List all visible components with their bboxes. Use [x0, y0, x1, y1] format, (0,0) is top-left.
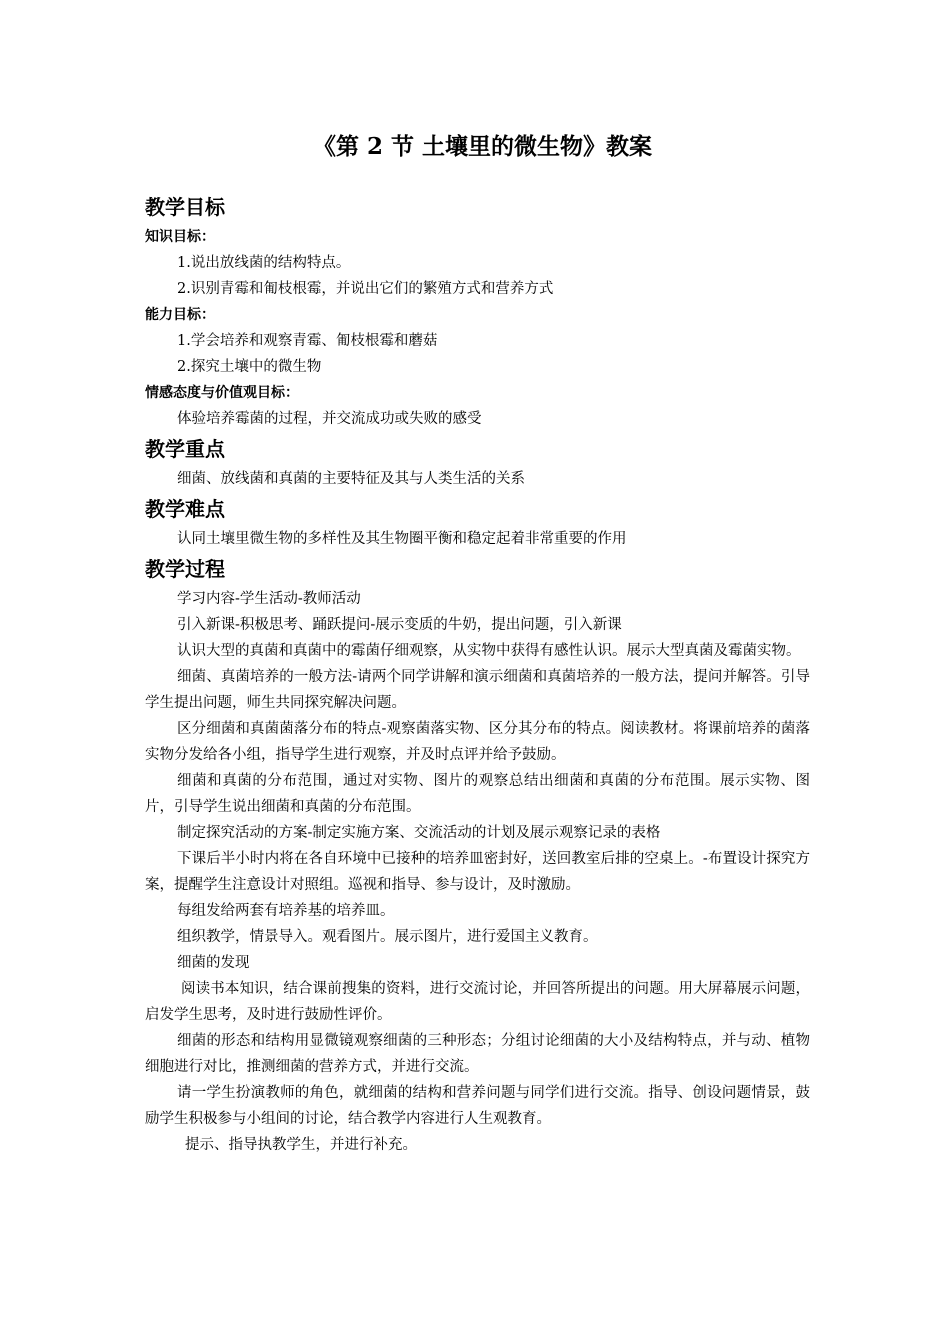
- subheading-attitude-goals: 情感态度与价值观目标：: [145, 385, 299, 401]
- process-paragraph: 请一学生扮演教师的角色，就细菌的结构和营养问题与同学们进行交流。指导、创设问题情景，鼓励学生积极参与小组间的讨论，结合教学内容进行人生观教育。: [145, 1085, 810, 1127]
- process-paragraph: 下课后半小时内将在各自环境中已接种的培养皿密封好，送回教室后排的空桌上。-布置设计探究方案，提醒学生注意设计对照组。巡视和指导、参与设计，及时激励。: [145, 851, 810, 893]
- key-points-text: 细菌、放线菌和真菌的主要特征及其与人类生活的关系: [177, 471, 525, 487]
- ability-goal-item: 1.学会培养和观察青霉、匍枝根霉和蘑菇: [177, 333, 438, 349]
- heading-difficulties: 教学难点: [145, 497, 225, 521]
- process-paragraph: 细菌的形态和结构用显微镜观察细菌的三种形态；分组讨论细菌的大小及结构特点，并与动、植物细胞进行对比，推测细菌的营养方式，并进行交流。: [145, 1033, 810, 1075]
- subheading-knowledge-goals: 知识目标：: [145, 229, 215, 245]
- process-paragraph: 制定探究活动的方案-制定实施方案、交流活动的计划及展示观察记录的表格: [177, 825, 661, 841]
- process-paragraph: 提示、指导执教学生，并进行补充。: [185, 1137, 417, 1153]
- process-paragraph: 细菌、真菌培养的一般方法-请两个同学讲解和演示细菌和真菌培养的一般方法，提问并解答。引导学生提出问题，师生共同探究解决问题。: [145, 669, 810, 711]
- process-paragraph: 细菌和真菌的分布范围，通过对实物、图片的观察总结出细菌和真菌的分布范围。展示实物、图片，引导学生说出细菌和真菌的分布范围。: [145, 773, 810, 815]
- ability-goal-item: 2.探究土壤中的微生物: [177, 359, 322, 375]
- process-paragraph: 引入新课-积极思考、踊跃提问-展示变质的牛奶，提出问题，引入新课: [177, 617, 622, 633]
- subheading-ability-goals: 能力目标：: [145, 307, 215, 323]
- difficulties-text: 认同土壤里微生物的多样性及其生物圈平衡和稳定起着非常重要的作用: [177, 531, 627, 547]
- process-paragraph: 区分细菌和真菌菌落分布的特点-观察菌落实物、区分其分布的特点。阅读教材。将课前培养的菌落实物分发给各小组，指导学生进行观察，并及时点评并给予鼓励。: [145, 721, 810, 763]
- process-paragraph: 每组发给两套有培养基的培养皿。: [177, 903, 395, 919]
- heading-key-points: 教学重点: [145, 437, 225, 461]
- knowledge-goal-item: 1.说出放线菌的结构特点。: [177, 255, 351, 271]
- document-page: [145, 128, 810, 1158]
- document-title: 《第 2 节 土壤里的微生物》教案: [312, 133, 653, 160]
- process-paragraph: 组织教学，情景导入。观看图片。展示图片，进行爱国主义教育。: [177, 929, 598, 945]
- process-paragraph: 认识大型的真菌和真菌中的霉菌仔细观察，从实物中获得有感性认识。展示大型真菌及霉菌实物。: [177, 643, 801, 659]
- process-paragraph: 学习内容-学生活动-教师活动: [177, 591, 361, 607]
- attitude-goal-item: 体验培养霉菌的过程，并交流成功或失败的感受: [177, 411, 482, 427]
- heading-teaching-goals: 教学目标: [145, 195, 225, 219]
- process-paragraph: 阅读书本知识，结合课前搜集的资料，进行交流讨论，并回答所提出的问题。用大屏幕展示问题，启发学生思考，及时进行鼓励性评价。: [145, 981, 810, 1023]
- heading-teaching-process: 教学过程: [145, 557, 225, 581]
- process-paragraph: 细菌的发现: [177, 955, 250, 971]
- knowledge-goal-item: 2.识别青霉和匍枝根霉，并说出它们的繁殖方式和营养方式: [177, 281, 554, 297]
